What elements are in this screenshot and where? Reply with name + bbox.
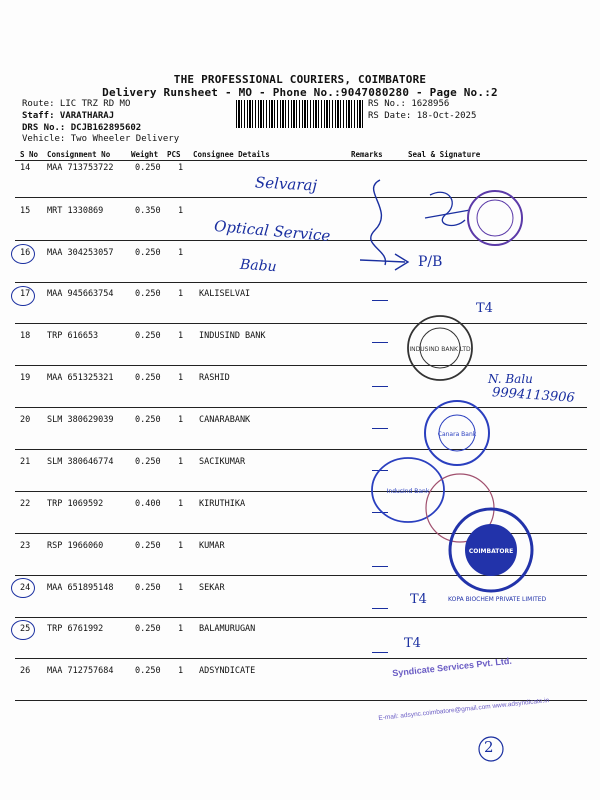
handwritten-optical: Optical Service	[213, 216, 332, 246]
handwritten-pb: P/B	[418, 254, 443, 270]
row-pcs: 1	[178, 499, 184, 509]
row-consignment: MAA 651325321	[47, 373, 114, 383]
row-pcs: 1	[178, 163, 184, 173]
col-seal: Seal & Signature	[408, 150, 481, 159]
row-consignment: MAA 304253057	[47, 248, 114, 258]
stamp-canara-text: Canara Bank	[437, 431, 477, 438]
row-consignment: RSP 1966060	[47, 541, 104, 551]
row-pcs: 1	[178, 541, 184, 551]
row-consignment: TRP 1069592	[47, 499, 104, 509]
page-number-circle	[476, 734, 506, 764]
row-divider	[15, 617, 587, 618]
row-consignee: KUMAR	[199, 541, 225, 551]
row-weight: 0.250	[135, 289, 161, 299]
stamp-adsyndicate-email: E-mail: adsync.coimbatore@gmail.com www.adsyndicate.in	[378, 697, 550, 722]
row-consignee: INDUSIND BANK	[199, 331, 266, 341]
stamp-indusind-2-text: IndusInd Bank	[386, 488, 430, 495]
row-sno: 14	[20, 163, 31, 173]
row-sno: 26	[20, 666, 31, 676]
row-sno: 19	[20, 373, 31, 383]
row-divider	[15, 491, 587, 492]
stamp-indusind	[405, 310, 475, 385]
row-divider	[15, 449, 587, 450]
row-consignment: SLM 380646774	[47, 457, 114, 467]
row-weight: 0.250	[135, 415, 161, 425]
stamp-biochem-name: KOPA BIOCHEM PRIVATE LIMITED	[448, 596, 547, 603]
handwritten-t4: T4	[410, 592, 427, 607]
rs-date: RS Date: 18-Oct-2025	[368, 111, 477, 121]
rs-number: RS No.: 1628956	[368, 99, 450, 109]
stamp-biochem-city: COIMBATORE	[468, 548, 514, 555]
col-consignee: Consignee Details	[193, 150, 270, 159]
row-divider	[15, 323, 587, 324]
circle-mark	[11, 578, 35, 598]
row-weight: 0.400	[135, 499, 161, 509]
row-divider	[15, 407, 587, 408]
table-row	[0, 457, 600, 471]
handwritten-phone: 9994113906	[491, 385, 576, 406]
row-consignment: TRP 6761992	[47, 624, 104, 634]
row-consignment: TRP 616653	[47, 331, 99, 341]
stamp-adsyndicate: Syndicate Services Pvt. Ltd.	[391, 655, 513, 679]
row-pcs: 1	[178, 248, 184, 258]
stamp-indusind-text: INDUSIND BANK LTD	[409, 346, 471, 353]
row-pcs: 1	[178, 666, 184, 676]
remark-dash	[372, 608, 388, 609]
row-sno: 16	[20, 248, 31, 258]
handwritten-babu: Babu	[239, 256, 278, 276]
remark-dash	[372, 300, 388, 301]
remark-dash	[372, 386, 388, 387]
remark-dash	[372, 342, 388, 343]
circle-mark	[11, 244, 35, 264]
header-rule	[15, 160, 587, 161]
row-sno: 18	[20, 331, 31, 341]
staff-label: Staff: VARATHARAJ	[22, 111, 115, 121]
circle-mark	[11, 286, 35, 306]
row-consignee: KIRUTHIKA	[199, 499, 246, 509]
col-weight: Weight	[131, 150, 159, 159]
drs-number: DRS No.: DCJB162895602	[22, 123, 142, 133]
row-pcs: 1	[178, 457, 184, 467]
row-consignment: MAA 713753722	[47, 163, 114, 173]
row-consignee: RASHID	[199, 373, 230, 383]
vehicle-label: Vehicle: Two Wheeler Delivery	[22, 134, 180, 144]
row-consignment: SLM 380629039	[47, 415, 114, 425]
col-sno: S No	[20, 150, 39, 159]
handwritten-page-number: 2	[484, 738, 494, 756]
circle-mark	[11, 620, 35, 640]
row-divider	[15, 700, 587, 701]
remark-dash	[372, 566, 388, 567]
table-row	[0, 289, 600, 303]
row-pcs: 1	[178, 415, 184, 425]
row-consignee: SEKAR	[199, 583, 225, 593]
row-pcs: 1	[178, 206, 184, 216]
table-row	[0, 624, 600, 638]
route-label: Route: LIC TRZ RD MO	[22, 99, 131, 109]
row-weight: 0.250	[135, 457, 161, 467]
handwritten-t4: T4	[476, 301, 493, 316]
row-consignee: CANARABANK	[199, 415, 251, 425]
row-consignment: MRT 1330869	[47, 206, 104, 216]
row-weight: 0.250	[135, 331, 161, 341]
row-weight: 0.250	[135, 163, 161, 173]
col-pcs: PCS	[167, 150, 181, 159]
row-weight: 0.250	[135, 541, 161, 551]
row-consignment: MAA 651895148	[47, 583, 114, 593]
row-consignee: ADSYNDICATE	[199, 666, 256, 676]
row-weight: 0.350	[135, 206, 161, 216]
table-row	[0, 331, 600, 345]
round-stamp-1	[465, 188, 525, 248]
row-sno: 21	[20, 457, 31, 467]
company-title: THE PROFESSIONAL COURIERS, COIMBATORE	[173, 73, 427, 86]
row-sno: 23	[20, 541, 31, 551]
table-row	[0, 666, 600, 680]
handwritten-t4: T4	[404, 636, 421, 651]
row-sno: 22	[20, 499, 31, 509]
remark-dash	[372, 428, 388, 429]
col-consignment: Consignment No	[47, 150, 111, 159]
row-weight: 0.250	[135, 624, 161, 634]
barcode	[236, 100, 364, 128]
row-pcs: 1	[178, 331, 184, 341]
row-pcs: 1	[178, 373, 184, 383]
row-divider	[15, 365, 587, 366]
row-consignment: MAA 712757684	[47, 666, 114, 676]
row-weight: 0.250	[135, 666, 161, 676]
remark-dash	[372, 652, 388, 653]
row-sno: 24	[20, 583, 31, 593]
stamp-biochem	[446, 505, 536, 595]
row-pcs: 1	[178, 289, 184, 299]
row-weight: 0.250	[135, 583, 161, 593]
col-remarks: Remarks	[351, 150, 383, 159]
row-sno: 25	[20, 624, 31, 634]
row-consignment: MAA 945663754	[47, 289, 114, 299]
handwritten-selvaraj: Selvaraj	[254, 173, 318, 195]
row-consignee: BALAMURUGAN	[199, 624, 256, 634]
row-sno: 20	[20, 415, 31, 425]
runsheet-subtitle: Delivery Runsheet - MO - Phone No.:9047080280 - Page No.:2	[102, 86, 498, 99]
row-divider	[15, 282, 587, 283]
row-pcs: 1	[178, 624, 184, 634]
row-sno: 15	[20, 206, 31, 216]
row-consignee: KALISELVAI	[199, 289, 251, 299]
row-consignee: SACIKUMAR	[199, 457, 246, 467]
row-weight: 0.250	[135, 248, 161, 258]
handwritten-nbalu: N. Balu	[488, 372, 533, 386]
row-pcs: 1	[178, 583, 184, 593]
table-row	[0, 415, 600, 429]
table-row	[0, 248, 600, 262]
row-weight: 0.250	[135, 373, 161, 383]
row-sno: 17	[20, 289, 31, 299]
